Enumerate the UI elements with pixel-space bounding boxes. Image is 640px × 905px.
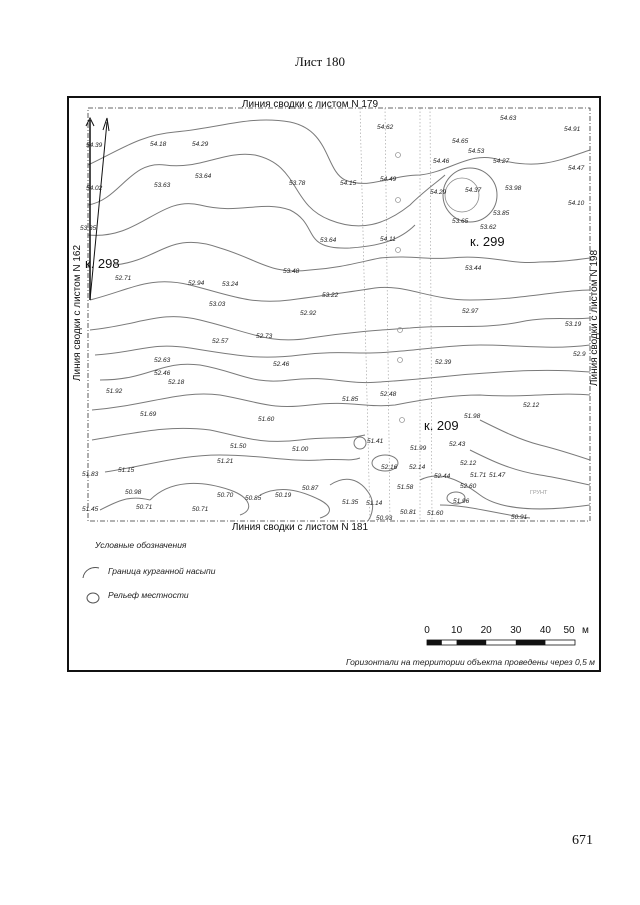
legend-title: Условные обозначения xyxy=(95,540,187,550)
legend xyxy=(83,540,216,603)
legend-item-label: Рельеф местности xyxy=(108,590,189,600)
kurgan-299-mound xyxy=(443,168,497,222)
elevation-mark: 53.64 xyxy=(320,237,337,244)
elevation-mark: 50.85 xyxy=(245,495,262,502)
elevation-mark: 52.14 xyxy=(409,464,426,471)
elevation-mark: 54.53 xyxy=(468,148,485,155)
elevation-mark: 50.71 xyxy=(192,506,209,513)
contour-lines xyxy=(88,120,590,521)
elevation-mark: 53.62 xyxy=(480,224,497,231)
elevation-mark: 54.39 xyxy=(86,142,103,149)
elevation-mark: 51.47 xyxy=(489,472,506,479)
elevation-mark: 54.11 xyxy=(380,236,396,243)
scale-tick-label: 10 xyxy=(451,625,463,636)
elevation-mark: 51.99 xyxy=(410,445,427,452)
elevation-mark: 53.64 xyxy=(195,173,212,180)
elevation-mark: 51.58 xyxy=(397,484,414,491)
elevation-mark: 53.22 xyxy=(322,292,339,299)
border-label-left: Линия сводки с листом N 162 xyxy=(72,244,83,382)
elevation-mark: 52.46 xyxy=(273,361,290,368)
elevation-mark: 54.62 xyxy=(377,124,394,131)
elevation-mark: 50.19 xyxy=(275,492,292,499)
elevation-mark: 53.44 xyxy=(465,265,482,272)
elevation-mark: 51.71 xyxy=(470,472,487,479)
elevation-mark: 50.71 xyxy=(136,504,153,511)
elevation-mark: 54.27 xyxy=(493,158,510,165)
relief-pit xyxy=(354,437,366,449)
elevation-mark: 51.41 xyxy=(367,438,384,445)
elevation-mark: 51.00 xyxy=(292,446,309,453)
map-outer-frame xyxy=(68,97,600,671)
elevation-mark: 52.44 xyxy=(434,473,451,480)
elevation-mark: 51.60 xyxy=(427,510,444,517)
elevation-mark: 51.98 xyxy=(464,413,481,420)
elevation-mark: 53.63 xyxy=(154,182,171,189)
elevation-mark: 52.16 xyxy=(381,464,398,471)
elevation-mark: 54.18 xyxy=(150,141,167,148)
elevation-mark: 50.93 xyxy=(376,515,393,522)
elevation-mark: 50.87 xyxy=(302,485,319,492)
legend-item-label: Граница курганной насыпи xyxy=(108,566,216,576)
elevation-mark: 54.65 xyxy=(452,138,469,145)
elevation-mark: 51.92 xyxy=(106,388,123,395)
elevation-mark: 52.39 xyxy=(435,359,452,366)
elevation-mark: 54.63 xyxy=(500,115,517,122)
elevation-mark: 52.57 xyxy=(212,338,229,345)
elevation-mark: 52.71 xyxy=(115,275,132,282)
elevation-mark: 53.48 xyxy=(283,268,300,275)
border-label-top: Линия сводки с листом N 179 xyxy=(241,99,379,110)
road-markers xyxy=(396,153,405,423)
page-number: 671 xyxy=(572,833,593,848)
elevation-mark: 50.81 xyxy=(400,509,417,516)
elevation-mark: 52.18 xyxy=(168,379,185,386)
elevation-mark: 51.50 xyxy=(230,443,247,450)
elevation-mark: 53.65 xyxy=(452,218,469,225)
scale-tick-label: 50 xyxy=(563,625,575,636)
elevation-mark: 52.43 xyxy=(449,441,466,448)
kurgan-label: к. 298 xyxy=(85,256,120,271)
road-label: ГРУНТ xyxy=(530,490,548,496)
scale-tick-label: 40 xyxy=(539,625,551,636)
elevation-mark: 54.49 xyxy=(380,176,397,183)
elevation-mark: 54.29 xyxy=(430,189,447,196)
elevation-mark: 50.98 xyxy=(125,489,142,496)
elevation-mark: 52.48 xyxy=(380,391,397,398)
elevation-mark: 51.35 xyxy=(342,499,359,506)
elevation-mark: 54.10 xyxy=(568,200,585,207)
elevation-mark: 51.85 xyxy=(342,396,359,403)
elevation-mark: 53.03 xyxy=(209,301,226,308)
elevation-mark: 52.63 xyxy=(154,357,171,364)
elevation-mark: 51.45 xyxy=(82,506,99,513)
elevation-mark: 51.83 xyxy=(82,471,99,478)
elevation-mark: 51.14 xyxy=(366,500,383,507)
elevation-mark: 50.70 xyxy=(217,492,234,499)
elevation-mark: 53.24 xyxy=(222,281,239,288)
scale-tick-label: 20 xyxy=(480,625,492,636)
elevation-mark: 52.9 xyxy=(573,351,586,358)
elevation-mark: 52.12 xyxy=(460,460,477,467)
border-label-bottom: Линия сводки с листом N 181 xyxy=(231,522,369,533)
kurgan-label: к. 209 xyxy=(424,418,459,433)
elevation-mark: 54.46 xyxy=(433,158,450,165)
sheet-title: Лист 180 xyxy=(295,54,345,69)
elevation-mark: 52.97 xyxy=(462,308,479,315)
kurgan-299-inner-contour xyxy=(445,178,479,212)
elevation-mark: 53.19 xyxy=(565,321,582,328)
elevation-mark: 54.29 xyxy=(192,141,209,148)
elevation-mark: 53.35 xyxy=(80,225,97,232)
elevation-mark: 52.92 xyxy=(300,310,317,317)
elevation-mark: 54.37 xyxy=(465,187,482,194)
elevation-mark: 51.60 xyxy=(258,416,275,423)
survey-frame xyxy=(88,108,590,521)
elevation-mark: 52.60 xyxy=(460,483,477,490)
scale-unit: м xyxy=(582,625,589,636)
elevation-mark: 52.46 xyxy=(154,370,171,377)
kurgan-boundary-icon xyxy=(83,567,99,578)
elevation-mark: 51.69 xyxy=(140,411,157,418)
elevation-mark: 54.15 xyxy=(340,180,357,187)
elevation-mark: 51.21 xyxy=(217,458,234,465)
scale-bar xyxy=(424,625,589,645)
scale-tick-label: 30 xyxy=(510,625,522,636)
elevation-mark: 53.85 xyxy=(493,210,510,217)
border-label-right: Линия сводки с листом N 198 xyxy=(589,249,600,387)
contour-interval-note: Горизонтали на территории объекта проведены через 0,5 м xyxy=(345,657,595,667)
elevation-mark: 51.96 xyxy=(453,498,470,505)
scale-tick-label: 0 xyxy=(424,625,430,636)
elevation-mark: 52.12 xyxy=(523,402,540,409)
elevation-mark: 50.91 xyxy=(511,514,528,521)
elevation-mark: 51.15 xyxy=(118,467,135,474)
kurgan-label: к. 299 xyxy=(470,234,505,249)
elevation-mark: 54.02 xyxy=(86,185,103,192)
elevation-mark: 52.73 xyxy=(256,333,273,340)
elevation-mark: 54.47 xyxy=(568,165,585,172)
relief-icon xyxy=(87,593,99,603)
elevation-mark: 52.94 xyxy=(188,280,205,287)
elevation-mark: 53.98 xyxy=(505,185,522,192)
elevation-mark: 54.91 xyxy=(564,126,581,133)
elevation-mark: 53.78 xyxy=(289,180,306,187)
